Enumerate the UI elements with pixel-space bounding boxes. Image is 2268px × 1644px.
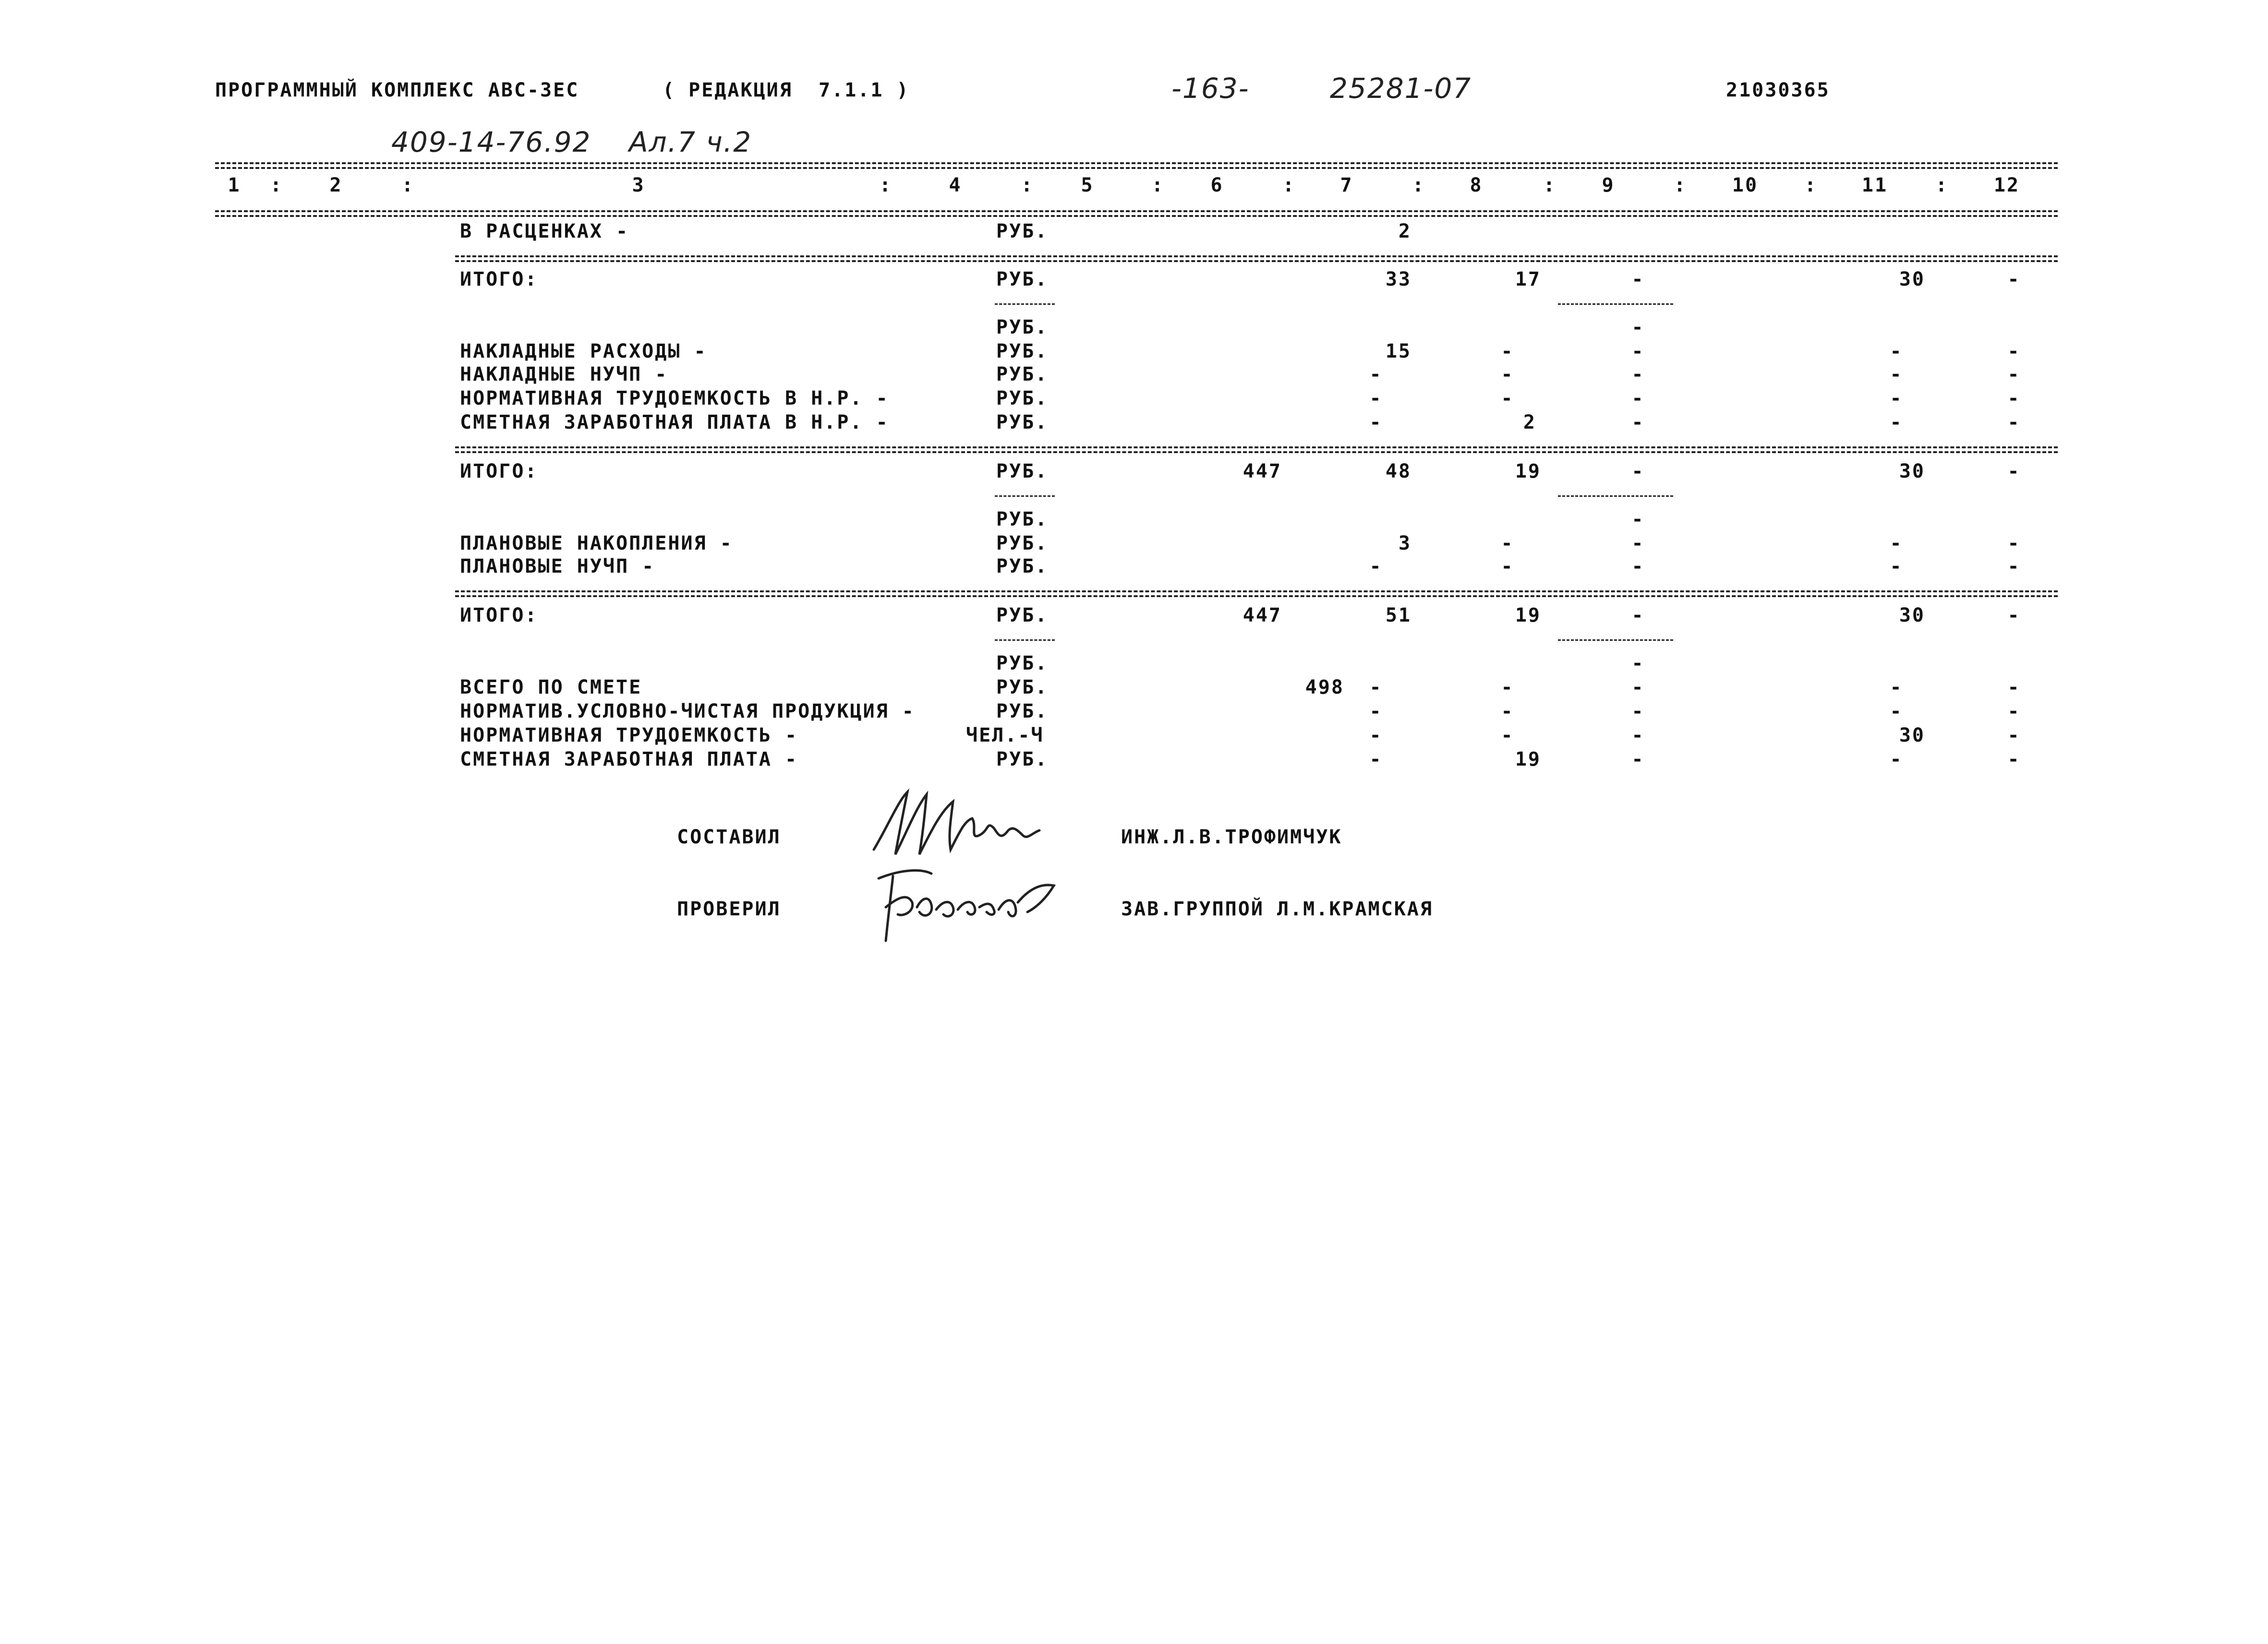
header-rule-top xyxy=(215,162,2058,164)
code-number: 21030365 xyxy=(1726,79,1830,101)
cell-dash: - xyxy=(2007,532,2021,554)
row-label: НАКЛАДНЫЕ РАСХОДЫ - xyxy=(460,340,707,362)
total-label: ИТОГО: xyxy=(460,604,538,626)
unit: РУБ. xyxy=(996,363,1049,385)
column-number: 2 xyxy=(329,174,343,196)
column-number: 4 xyxy=(949,174,962,196)
cell-col11: 30 xyxy=(1899,460,1925,482)
row-label: ПЛАНОВЫЕ НУЧП - xyxy=(460,555,655,577)
cell-dash: - xyxy=(2007,604,2021,626)
unit: РУБ. xyxy=(996,316,1049,338)
cell-col7: 15 xyxy=(1385,340,1411,362)
row-rule-2 xyxy=(455,595,2058,597)
checked-name: ЗАВ.ГРУППОЙ Л.М.КРАМСКАЯ xyxy=(1121,898,1433,920)
compiled-label: СОСТАВИЛ xyxy=(677,826,781,848)
cell-dash: - xyxy=(1890,700,1903,722)
cell-dash: - xyxy=(1501,363,1514,385)
cell-dash: - xyxy=(2007,724,2021,746)
row-rule-2 xyxy=(455,451,2058,453)
cell-col7: 2 xyxy=(1398,220,1411,242)
cell-dash: - xyxy=(1369,387,1383,409)
column-separator: : xyxy=(1151,174,1165,196)
document-code: 25281-07 xyxy=(1330,72,1472,105)
cell-dash: - xyxy=(2007,460,2021,482)
cell-col7: 3 xyxy=(1398,532,1411,554)
cell-dash: - xyxy=(1501,724,1514,746)
row-rule xyxy=(455,255,2058,257)
cell-col11: 30 xyxy=(1899,604,1925,626)
cell-dash: - xyxy=(1890,748,1903,770)
cell-dash: - xyxy=(2007,700,2021,722)
unit: РУБ. xyxy=(996,387,1049,409)
cell-dash: - xyxy=(1890,363,1903,385)
cell-dash: - xyxy=(1501,387,1514,409)
column-separator: : xyxy=(1543,174,1556,196)
cell-col11: 30 xyxy=(1899,268,1925,290)
unit: РУБ. xyxy=(996,652,1049,674)
column-separator: : xyxy=(1804,174,1818,196)
unit: РУБ. xyxy=(996,676,1049,698)
column-number: 10 xyxy=(1732,174,1759,196)
cell-col7: 33 xyxy=(1385,268,1411,290)
cell-dash: - xyxy=(1369,363,1383,385)
unit: РУБ. xyxy=(996,532,1049,554)
row-label: ПЛАНОВЫЕ НАКОПЛЕНИЯ - xyxy=(460,532,733,554)
column-separator: : xyxy=(1282,174,1296,196)
handwritten-project-number: 409-14-76.92 xyxy=(391,126,591,158)
column-separator: : xyxy=(270,174,283,196)
cell-col8: 19 xyxy=(1515,604,1541,626)
subtotal-rule xyxy=(1558,639,1673,641)
column-number: 6 xyxy=(1210,174,1224,196)
cell-dash: - xyxy=(2007,363,2021,385)
cell-dash: - xyxy=(1369,555,1383,577)
cell-col11: 30 xyxy=(1899,724,1925,746)
program-title: ПРОГРАММНЫЙ КОМПЛЕКС АВС-3ЕС xyxy=(215,79,579,101)
cell-dash: - xyxy=(1890,340,1903,362)
header-rule-top-2 xyxy=(215,167,2058,169)
unit: РУБ. xyxy=(996,340,1049,362)
column-separator: : xyxy=(1674,174,1687,196)
cell-dash: - xyxy=(1631,748,1645,770)
signature-compiled-image xyxy=(869,782,1071,864)
cell-dash: - xyxy=(1501,700,1514,722)
row-rule xyxy=(455,590,2058,592)
unit: РУБ. xyxy=(996,604,1049,626)
cell-dash: - xyxy=(1501,340,1514,362)
header-rule-bottom-2 xyxy=(215,215,2058,217)
cell-dash: - xyxy=(1369,724,1383,746)
unit: РУБ. xyxy=(996,460,1049,482)
column-separator: : xyxy=(1935,174,1949,196)
unit: РУБ. xyxy=(996,748,1049,770)
column-number: 3 xyxy=(632,174,645,196)
total-label: ИТОГО: xyxy=(460,268,538,290)
cell-col7: 48 xyxy=(1385,460,1411,482)
column-separator: : xyxy=(401,174,415,196)
cell-dash: - xyxy=(1369,748,1383,770)
row-label: В РАСЦЕНКАХ - xyxy=(460,220,629,242)
row-label: СМЕТНАЯ ЗАРАБОТНАЯ ПЛАТА - xyxy=(460,748,798,770)
column-separator: : xyxy=(1412,174,1425,196)
cell-dash: - xyxy=(1631,532,1645,554)
page-number: -163- xyxy=(1171,72,1250,105)
cell-col8: 17 xyxy=(1515,268,1541,290)
handwritten-album: Ал.7 ч.2 xyxy=(629,126,752,158)
cell-dash: - xyxy=(1369,676,1383,698)
column-number: 7 xyxy=(1340,174,1353,196)
subtotal-rule xyxy=(1558,495,1673,497)
row-rule xyxy=(455,446,2058,448)
column-number: 1 xyxy=(228,174,241,196)
column-number: 5 xyxy=(1081,174,1094,196)
unit: РУБ. xyxy=(996,700,1049,722)
cell-dash: - xyxy=(2007,555,2021,577)
row-label: НАКЛАДНЫЕ НУЧП - xyxy=(460,363,668,385)
row-label: НОРМАТИВНАЯ ТРУДОЕМКОСТЬ - xyxy=(460,724,798,746)
cell-dash: - xyxy=(1501,532,1514,554)
column-number: 9 xyxy=(1602,174,1615,196)
cell-col6: 447 xyxy=(1243,460,1282,482)
column-number: 8 xyxy=(1470,174,1483,196)
cell-dash: - xyxy=(1631,268,1645,290)
unit: РУБ. xyxy=(996,411,1049,433)
cell-dash: - xyxy=(1631,340,1645,362)
cell-col8: 19 xyxy=(1515,748,1541,770)
cell-dash: - xyxy=(2007,387,2021,409)
edition: ( РЕДАКЦИЯ 7.1.1 ) xyxy=(663,79,910,101)
cell-dash: - xyxy=(1369,411,1383,433)
cell-dash: - xyxy=(1631,316,1645,338)
cell-dash: - xyxy=(2007,676,2021,698)
total-label: ИТОГО: xyxy=(460,460,538,482)
unit: РУБ. xyxy=(996,268,1049,290)
cell-dash: - xyxy=(1631,508,1645,530)
subtotal-rule xyxy=(995,495,1055,497)
column-separator: : xyxy=(1021,174,1034,196)
column-number: 12 xyxy=(1993,174,2020,196)
header-rule-bottom xyxy=(215,210,2058,212)
cell-col8: 19 xyxy=(1515,460,1541,482)
cell-col6: 447 xyxy=(1243,604,1282,626)
cell-dash: - xyxy=(1631,700,1645,722)
cell-dash: - xyxy=(1631,724,1645,746)
cell-dash: - xyxy=(2007,340,2021,362)
subtotal-rule xyxy=(995,639,1055,641)
subtotal-rule xyxy=(995,303,1055,305)
cell-dash: - xyxy=(1369,700,1383,722)
unit: ЧЕЛ.-Ч xyxy=(966,724,1044,746)
unit: РУБ. xyxy=(996,555,1049,577)
row-label: СМЕТНАЯ ЗАРАБОТНАЯ ПЛАТА В Н.Р. - xyxy=(460,411,889,433)
cell-dash: - xyxy=(1501,555,1514,577)
cell-dash: - xyxy=(1501,676,1514,698)
column-separator: : xyxy=(879,174,893,196)
cell-dash: - xyxy=(1631,411,1645,433)
row-label: ВСЕГО ПО СМЕТЕ xyxy=(460,676,642,698)
column-number: 11 xyxy=(1861,174,1888,196)
cell-dash: - xyxy=(1631,387,1645,409)
cell-dash: - xyxy=(2007,748,2021,770)
checked-label: ПРОВЕРИЛ xyxy=(677,898,781,920)
cell-dash: - xyxy=(1631,604,1645,626)
cell-dash: - xyxy=(1890,555,1903,577)
cell-dash: - xyxy=(2007,268,2021,290)
cell-dash: - xyxy=(1631,363,1645,385)
row-label: НОРМАТИВНАЯ ТРУДОЕМКОСТЬ В Н.Р. - xyxy=(460,387,889,409)
cell-dash: - xyxy=(1631,652,1645,674)
cell-col6: 498 xyxy=(1305,676,1344,698)
unit: РУБ. xyxy=(996,508,1049,530)
cell-dash: - xyxy=(1631,555,1645,577)
cell-dash: - xyxy=(1890,387,1903,409)
cell-dash: - xyxy=(1890,411,1903,433)
cell-dash: - xyxy=(1631,676,1645,698)
unit: РУБ. xyxy=(996,220,1049,242)
row-label: НОРМАТИВ.УСЛОВНО-ЧИСТАЯ ПРОДУКЦИЯ - xyxy=(460,700,915,722)
cell-dash: - xyxy=(1890,532,1903,554)
cell-col7: 51 xyxy=(1385,604,1411,626)
subtotal-rule xyxy=(1558,303,1673,305)
compiled-name: ИНЖ.Л.В.ТРОФИМЧУК xyxy=(1121,826,1342,848)
row-rule-2 xyxy=(455,260,2058,262)
cell-dash: - xyxy=(1631,460,1645,482)
cell-dash: - xyxy=(1890,676,1903,698)
signature-checked-image xyxy=(864,859,1075,950)
cell-dash: - xyxy=(2007,411,2021,433)
cell-col8: 2 xyxy=(1523,411,1536,433)
